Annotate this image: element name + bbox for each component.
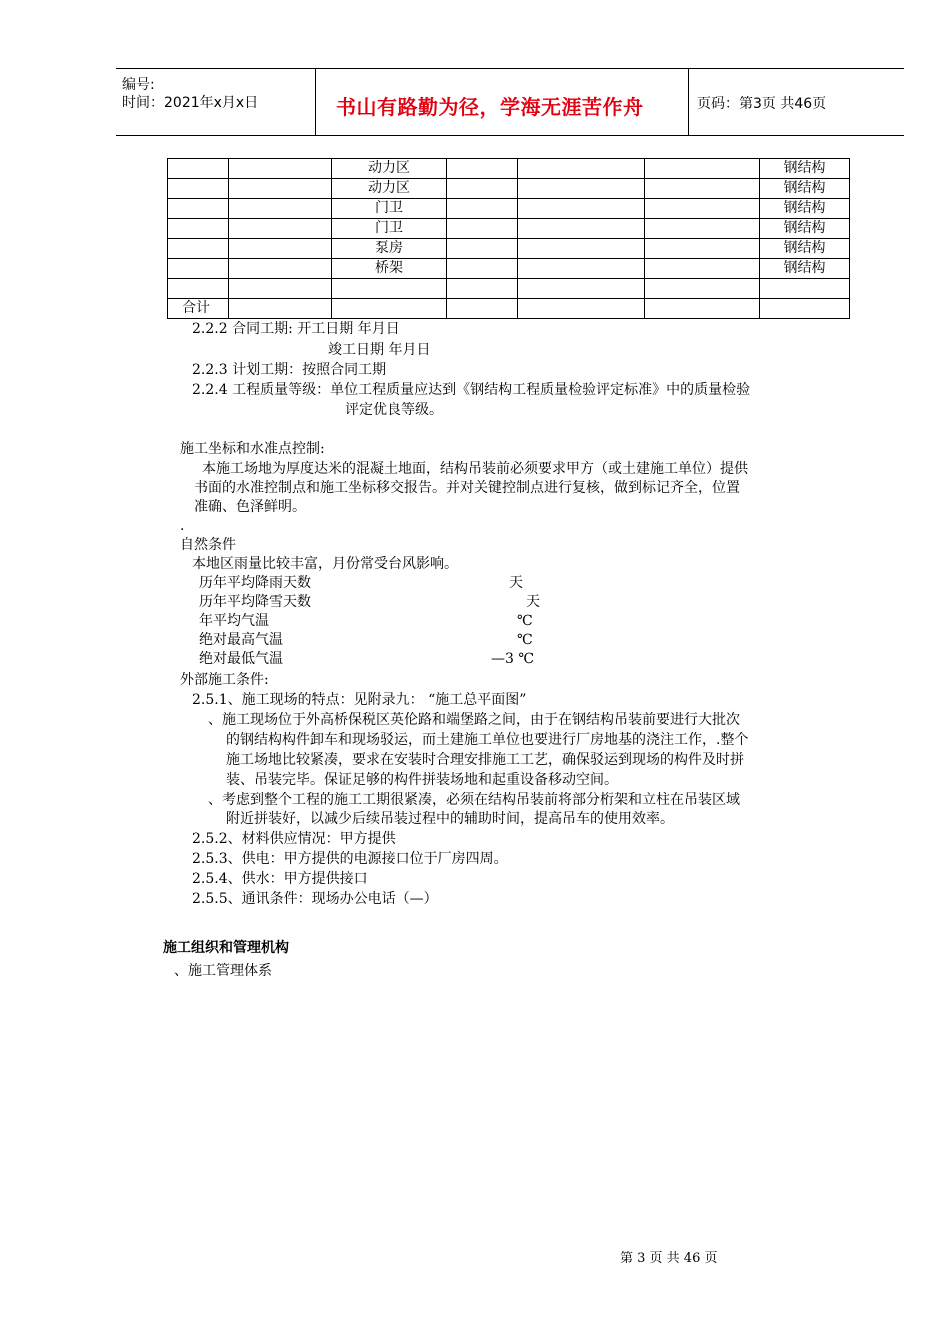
header-divider-right bbox=[688, 68, 689, 135]
material-supply: 2.5.2、材料供应情况：甲方提供 bbox=[192, 831, 396, 847]
quality-line-2: 评定优良等级。 bbox=[345, 402, 443, 418]
table-cell-area: 动力区 bbox=[332, 179, 447, 199]
header-divider-left bbox=[315, 68, 316, 135]
communication: 2.5.5、通讯条件：现场办公电话（—） bbox=[192, 891, 438, 907]
table-cell-structure: 钢结构 bbox=[760, 159, 850, 179]
stat-label: 历年平均降雪天数 bbox=[199, 594, 311, 610]
table-row bbox=[168, 279, 850, 299]
page-number-label: 页码：第3页 共46页 bbox=[697, 96, 827, 112]
stat-label: 绝对最低气温 bbox=[199, 651, 283, 667]
power-supply: 2.5.3、供电：甲方提供的电源接口位于厂房四周。 bbox=[192, 851, 508, 867]
stat-value: ℃ bbox=[517, 613, 533, 629]
stat-value: ℃ bbox=[517, 632, 533, 648]
external-heading: 外部施工条件: bbox=[180, 672, 269, 688]
table-total-label: 合计 bbox=[168, 299, 229, 319]
stat-label: 历年平均降雨天数 bbox=[199, 575, 311, 591]
header-motto: 书山有路勤为径，学海无涯苦作舟 bbox=[336, 95, 644, 119]
table-cell-structure: 钢结构 bbox=[760, 259, 850, 279]
stat-label: 绝对最高气温 bbox=[199, 632, 283, 648]
table-cell-area: 动力区 bbox=[332, 159, 447, 179]
table-cell-area: 泵房 bbox=[332, 239, 447, 259]
water-supply: 2.5.4、供水：甲方提供接口 bbox=[192, 871, 368, 887]
site-para-1-line-2: 的钢结构构件卸车和现场驳运，而土建施工单位也要进行厂房地基的浇注工作，.整个 bbox=[226, 732, 749, 748]
table-cell-structure: 钢结构 bbox=[760, 199, 850, 219]
plan-period: 2.2.3 计划工期：按照合同工期 bbox=[192, 362, 387, 378]
site-para-1-line-1: 、施工现场位于外高桥保税区英伦路和端堡路之间，由于在钢结构吊装前要进行大批次 bbox=[208, 712, 740, 728]
table-cell-area: 桥架 bbox=[332, 259, 447, 279]
doc-time-label: 时间：2021年x月x日 bbox=[122, 95, 259, 111]
site-para-2-line-2: 附近拼装好，以减少后续吊装过程中的辅助时间，提高吊车的使用效率。 bbox=[226, 811, 674, 827]
coord-line-2: 书面的水准控制点和施工坐标移交报告。并对关键控制点进行复核，做到标记齐全，位置 bbox=[194, 480, 740, 496]
table-cell-structure: 钢结构 bbox=[760, 219, 850, 239]
nature-intro: 本地区雨量比较丰富，月份常受台风影响。 bbox=[192, 556, 458, 572]
coord-line-3: 准确、色泽鲜明。 bbox=[194, 499, 306, 515]
section-heading: 施工组织和管理机构 bbox=[163, 940, 289, 956]
stat-label: 年平均气温 bbox=[199, 613, 269, 629]
stat-value: —3 ℃ bbox=[491, 651, 535, 667]
site-para-1-line-4: 装、吊装完毕。保证足够的构件拼装场地和起重设备移动空间。 bbox=[226, 772, 618, 788]
contract-period: 2.2.2 合同工期: 开工日期 年月日 bbox=[192, 321, 400, 337]
doc-number-label: 编号: bbox=[122, 77, 155, 93]
table-row bbox=[168, 219, 850, 239]
stat-value: 天 bbox=[509, 575, 523, 591]
contract-period-end: 竣工日期 年月日 bbox=[328, 342, 431, 358]
table-cell-structure bbox=[760, 279, 850, 299]
header-top-rule bbox=[116, 68, 904, 69]
table-cell-structure: 钢结构 bbox=[760, 239, 850, 259]
table-row bbox=[168, 179, 850, 199]
project-table bbox=[167, 158, 850, 319]
coord-heading: 施工坐标和水准点控制: bbox=[180, 441, 325, 457]
table-cell-structure: 钢结构 bbox=[760, 179, 850, 199]
site-para-1-line-3: 施工场地比较紧凑，要求在安装时合理安排施工工艺，确保驳运到现场的构件及时拼 bbox=[226, 752, 744, 768]
table-row bbox=[168, 199, 850, 219]
nature-heading: 自然条件 bbox=[180, 537, 236, 553]
site-para-2-line-1: 、考虑到整个工程的施工工期很紧凑，必须在结构吊装前将部分桁架和立柱在吊装区域 bbox=[208, 792, 740, 808]
table-cell-area bbox=[332, 279, 447, 299]
site-feature: 2.5.1、施工现场的特点：见附录九： “施工总平面图” bbox=[192, 692, 527, 708]
table-row bbox=[168, 159, 850, 179]
table-row bbox=[168, 239, 850, 259]
footer-page-number: 第 3 页 共 46 页 bbox=[620, 1251, 718, 1266]
coord-line-1: 本施工场地为厚度达米的混凝土地面，结构吊装前必须要求甲方（或土建施工单位）提供 bbox=[202, 461, 748, 477]
table-row bbox=[168, 259, 850, 279]
header-bottom-rule bbox=[116, 135, 904, 136]
table-cell-area: 门卫 bbox=[332, 199, 447, 219]
quality-line-1: 2.2.4 工程质量等级：单位工程质量应达到《钢结构工程质量检验评定标准》中的质量检验 bbox=[192, 382, 751, 398]
stray-dot: . bbox=[180, 518, 185, 534]
table-total-row bbox=[168, 299, 850, 319]
stat-value: 天 bbox=[526, 594, 540, 610]
table-cell-area: 门卫 bbox=[332, 219, 447, 239]
management-system: 、施工管理体系 bbox=[174, 963, 272, 979]
